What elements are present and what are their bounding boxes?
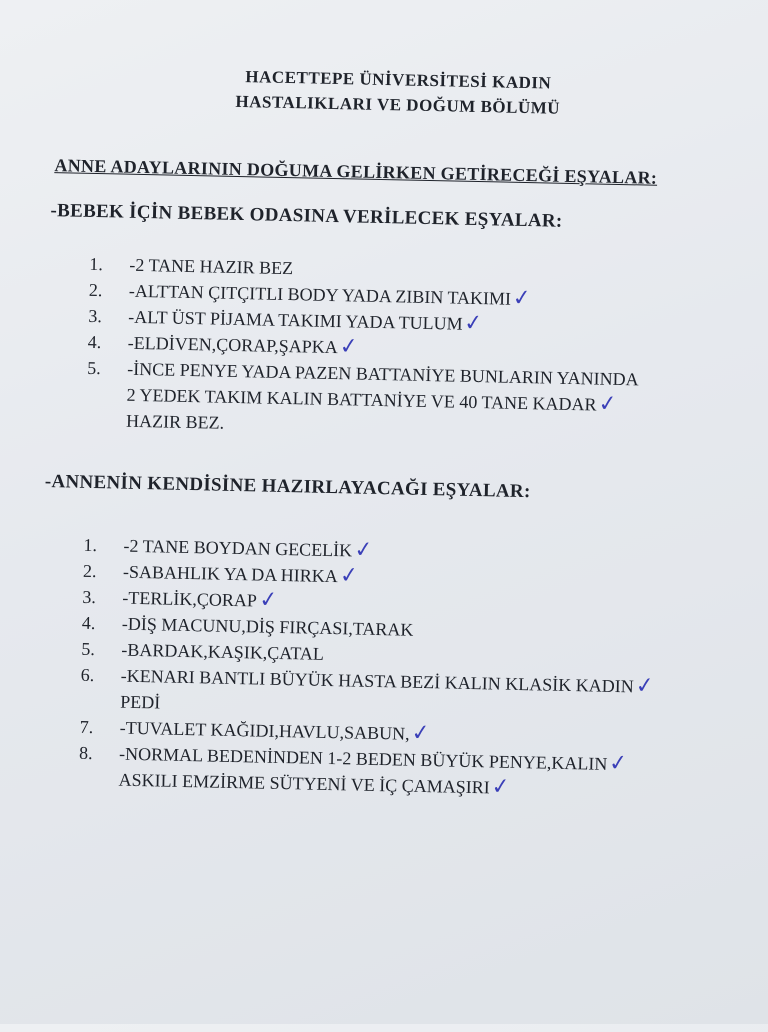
- section-heading-mother: -ANNENİN KENDİSİNE HAZIRLAYACAĞI EŞYALAR:: [44, 471, 531, 503]
- item-text: -İNCE PENYE YADA PAZEN BATTANİYE BUNLARIN YANINDA: [127, 358, 639, 390]
- item-text-continuation: 2 YEDEK TAKIM KALIN BATTANİYE VE 40 TANE KADAR: [126, 384, 597, 415]
- item-number: 7.: [79, 716, 94, 738]
- item-number: 2.: [88, 279, 103, 301]
- checkmark-icon: ✓: [597, 391, 618, 418]
- checkmark-icon: ✓: [257, 586, 279, 614]
- baby-items-list: [86, 251, 750, 447]
- document-title-line-1: HACETTEPE ÜNİVERSİTESİ KADIN: [245, 67, 552, 93]
- item-number: 6.: [80, 664, 95, 686]
- mother-items-list: [78, 532, 743, 806]
- item-number: 1.: [83, 534, 98, 556]
- item-text: -KENARI BANTLI BÜYÜK HASTA BEZİ KALIN KLASİK KADIN: [120, 665, 634, 697]
- item-number: 5.: [81, 638, 96, 660]
- item-number: 4.: [87, 331, 102, 353]
- item-text-continuation: ASKILI EMZİRME SÜTYENİ VE İÇ ÇAMAŞIRI: [118, 769, 490, 798]
- item-text: -SABAHLIK YA DA HIRKA: [122, 561, 338, 587]
- checkmark-icon: ✓: [338, 562, 360, 590]
- checkmark-icon: ✓: [338, 333, 360, 361]
- item-number: 2.: [82, 560, 97, 582]
- item-number: 5.: [87, 357, 101, 379]
- item-text: -ELDİVEN,ÇORAP,ŞAPKA: [127, 332, 338, 358]
- item-text: -BARDAK,KAŞIK,ÇATAL: [121, 639, 325, 664]
- checkmark-icon: ✓: [410, 720, 432, 747]
- item-text: -2 TANE BOYDAN GECELİK: [123, 535, 353, 561]
- item-text: -DİŞ MACUNU,DİŞ FIRÇASI,TARAK: [121, 613, 414, 640]
- section-heading-baby: -BEBEK İÇİN BEBEK ODASINA VERİLECEK EŞYALAR:: [50, 200, 563, 232]
- document-title-line-2: HASTALIKLARI VE DOĞUM BÖLÜMÜ: [235, 91, 561, 118]
- checkmark-icon: ✓: [490, 773, 512, 801]
- main-heading: ANNE ADAYLARININ DOĞUMA GELİRKEN GETİRECEĞİ EŞYALAR:: [54, 155, 658, 188]
- item-text: -ALTTAN ÇITÇITLI BODY YADA ZIBIN TAKIMI: [128, 280, 512, 309]
- checkmark-icon: ✓: [511, 285, 533, 312]
- item-text: -NORMAL BEDENİNDEN 1-2 BEDEN BÜYÜK PENYE,KALIN: [118, 743, 608, 774]
- checkmark-icon: ✓: [353, 536, 374, 564]
- item-number: 3.: [82, 586, 97, 608]
- item-number: 4.: [81, 612, 96, 634]
- checkmark-icon: ✓: [608, 750, 629, 777]
- item-text-continuation: HAZIR BEZ.: [125, 410, 225, 433]
- item-text: -TUVALET KAĞIDI,HAVLU,SABUN,: [119, 717, 410, 744]
- item-number: 3.: [88, 305, 103, 327]
- item-number: 8.: [78, 742, 93, 764]
- item-number: 1.: [89, 253, 104, 275]
- item-text: -ALT ÜST PİJAMA TAKIMI YADA TULUM: [128, 306, 463, 334]
- checkmark-icon: ✓: [634, 672, 656, 700]
- item-text-continuation: PEDİ: [120, 691, 161, 713]
- checkmark-icon: ✓: [463, 310, 485, 337]
- item-text: -TERLİK,ÇORAP: [122, 587, 258, 611]
- item-text: -2 TANE HAZIR BEZ: [129, 254, 294, 279]
